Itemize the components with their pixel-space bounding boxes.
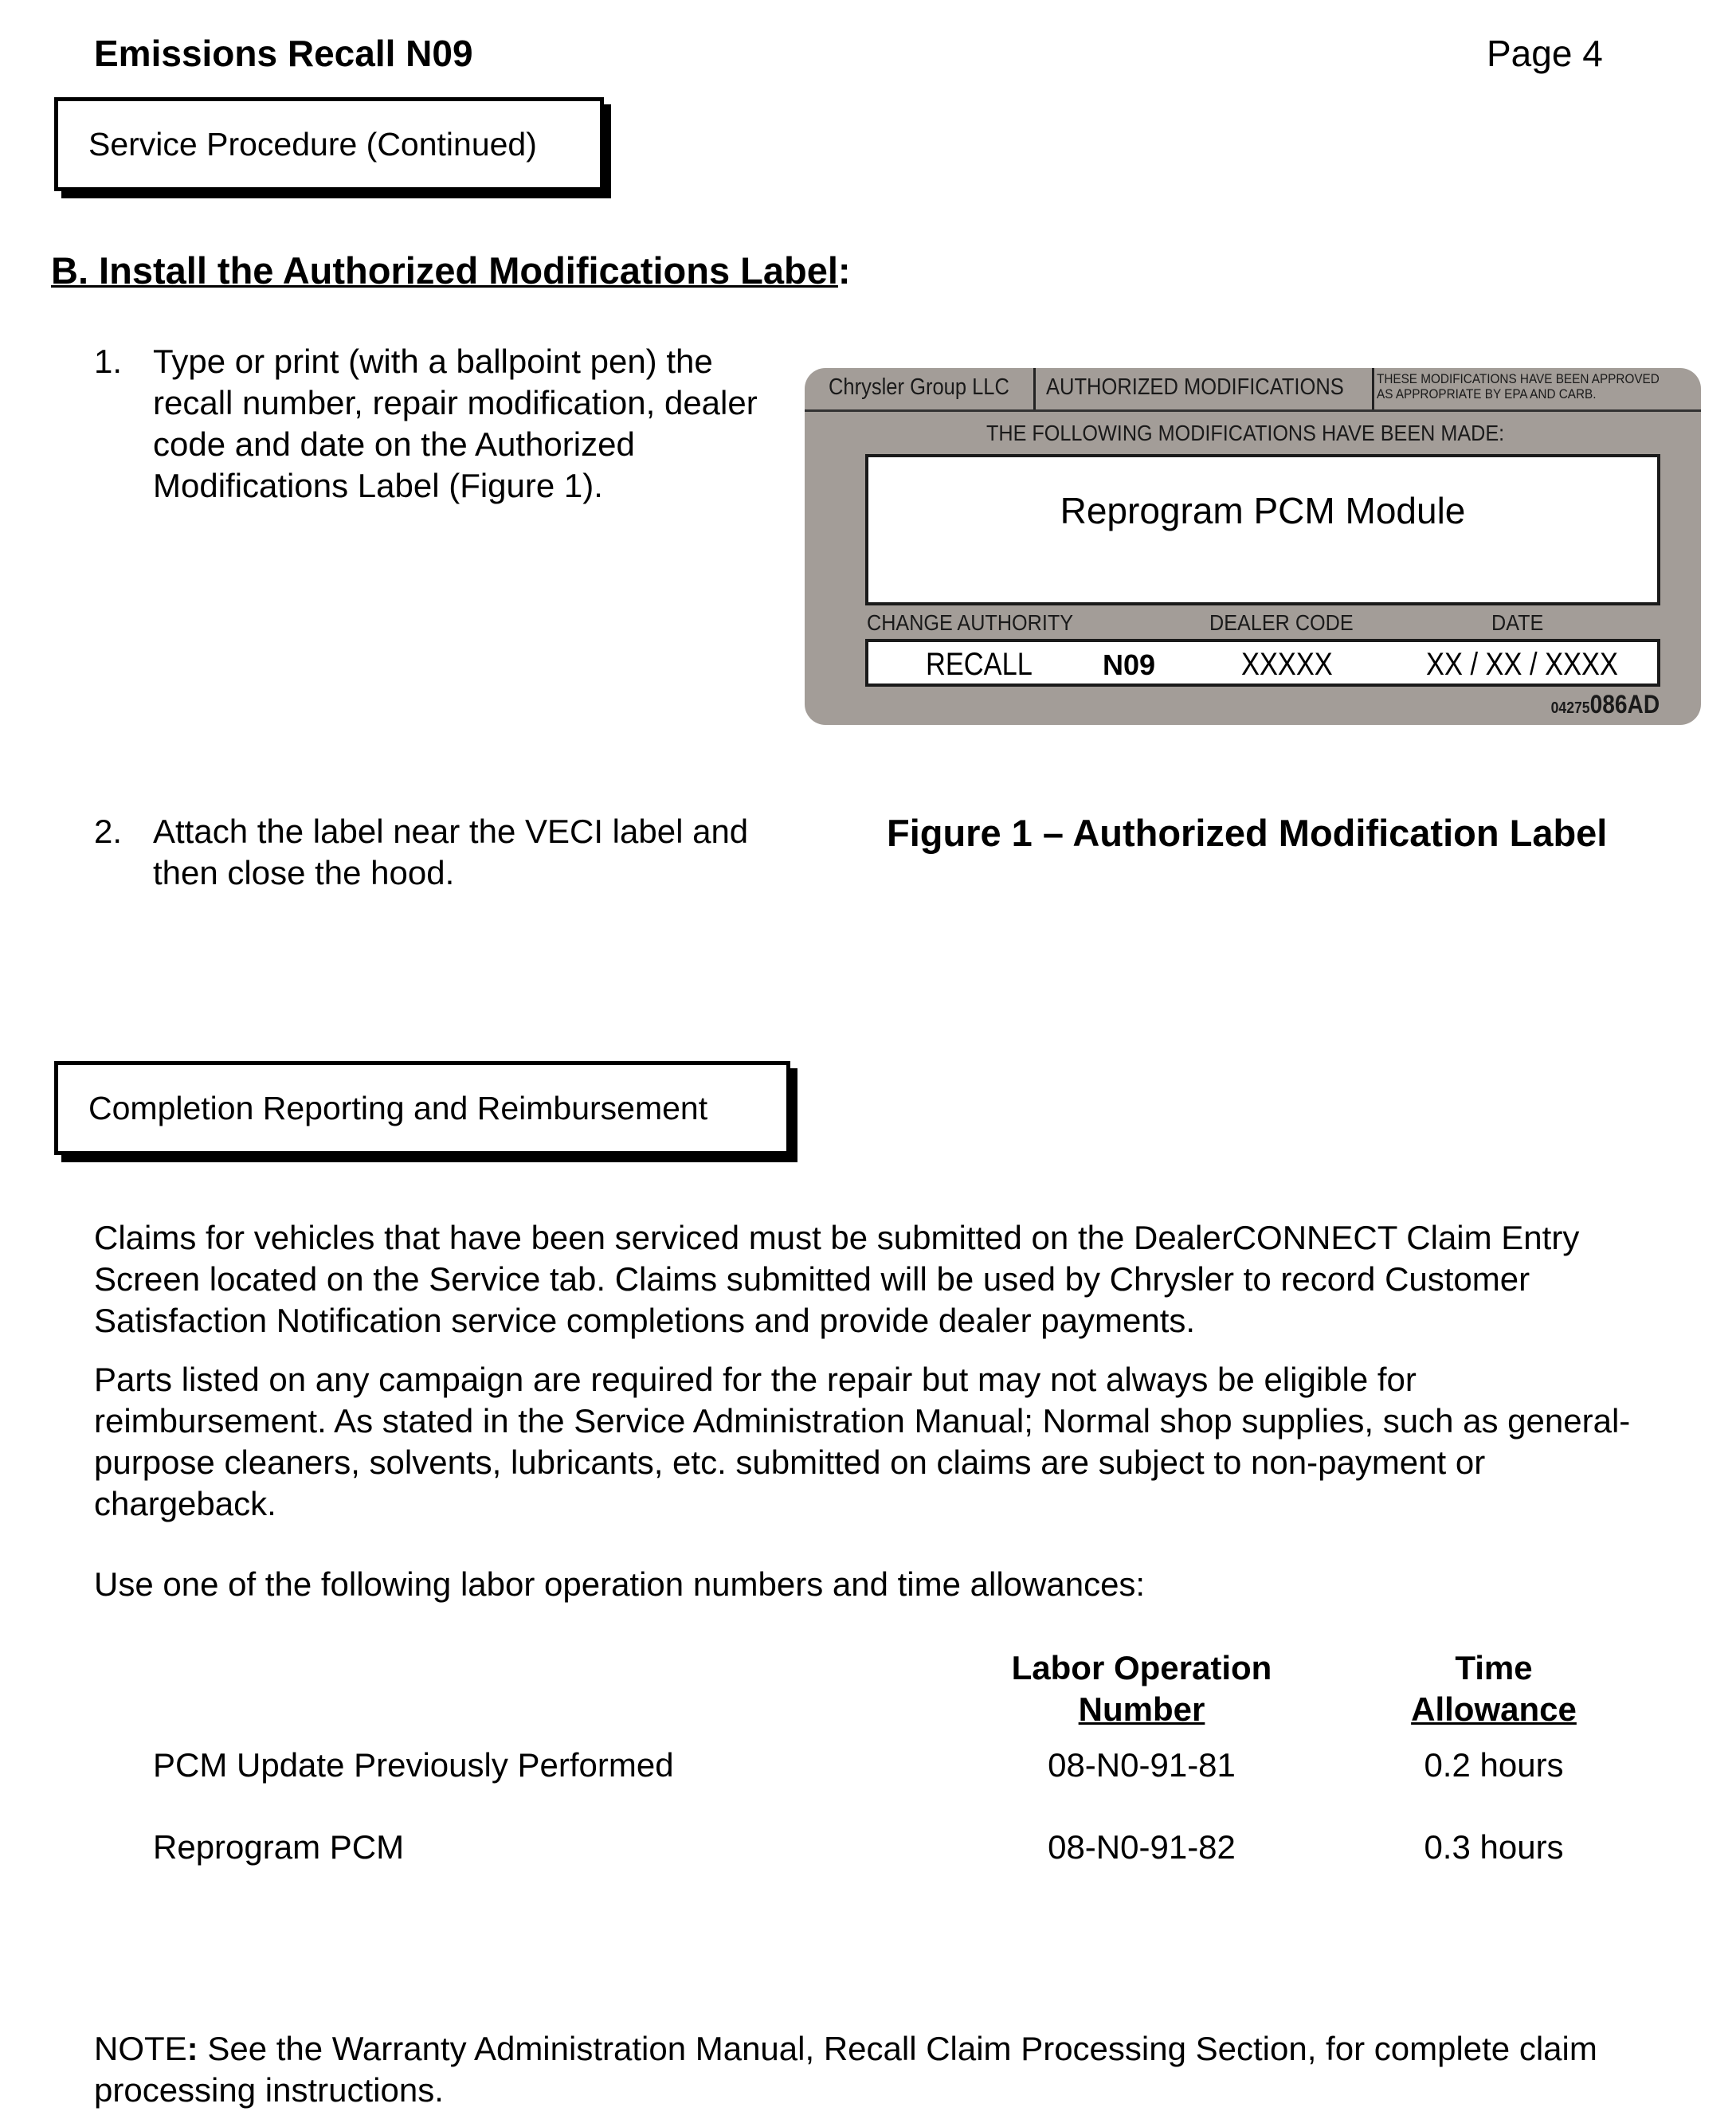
label-date: XX / XX / XXXX bbox=[1426, 647, 1618, 682]
completion-reporting-label: Completion Reporting and Reimbursement bbox=[88, 1089, 708, 1126]
label-modification-box bbox=[865, 454, 1660, 605]
service-procedure-label: Service Procedure (Continued) bbox=[88, 125, 537, 163]
label-dealer-code: XXXXX bbox=[1241, 647, 1333, 682]
label-modification-text: Reprogram PCM Module bbox=[1060, 490, 1466, 531]
section-b-heading-text: B. Install the Authorized Modifications Label bbox=[51, 249, 838, 292]
label-top-band bbox=[805, 368, 1701, 411]
label-recall-number: N09 bbox=[1103, 648, 1156, 681]
note-prefix: NOTE bbox=[94, 2030, 187, 2067]
label-approval-note: THESE MODIFICATIONS HAVE BEEN APPROVED AS APPROPRIATE BY EPA AND CARB. bbox=[1377, 371, 1660, 401]
label-title: AUTHORIZED MODIFICATIONS bbox=[1046, 374, 1344, 400]
step-1-text: Type or print (with a ballpoint pen) the recall number, repair modification, dealer code and date on the Authorized Modifications Label (Figure 1). bbox=[153, 343, 758, 504]
label-rule bbox=[805, 409, 1701, 412]
label-divider bbox=[1372, 368, 1374, 409]
header-labor-operation-number bbox=[982, 1647, 1301, 1730]
table-row-1-description: PCM Update Previously Performed bbox=[153, 1746, 674, 1784]
label-col-date: DATE bbox=[1491, 610, 1544, 635]
label-divider bbox=[1033, 368, 1036, 409]
completion-reporting-box bbox=[54, 1061, 790, 1155]
header-time-line1: Time bbox=[1455, 1649, 1533, 1686]
section-b-colon: : bbox=[837, 249, 851, 292]
paragraph-labor-intro: Use one of the following labor operation numbers and time allowances: bbox=[94, 1565, 1146, 1603]
step-2-text: Attach the label near the VECI label and then close the hood. bbox=[153, 813, 749, 891]
paragraph-claims: Claims for vehicles that have been serviced must be submitted on the DealerCONNECT Claim Entry Screen located on the Service tab. Claims submitted will be used by Chrysler to record Customer Satisfaction Notification service completions and provide dealer payments. bbox=[94, 1219, 1580, 1339]
header-time-line2: Allowance bbox=[1411, 1690, 1577, 1728]
table-row-1-operation: 08-N0-91-81 bbox=[1048, 1746, 1236, 1784]
note-text: See the Warranty Administration Manual, Recall Claim Processing Section, for complete claim processing instructions. bbox=[94, 2030, 1597, 2109]
step-2-number: 2. bbox=[94, 813, 123, 850]
figure-caption: Figure 1 – Authorized Modification Label bbox=[887, 812, 1608, 854]
label-company: Chrysler Group LLC bbox=[829, 374, 1009, 400]
table-row-2-time: 0.3 hours bbox=[1424, 1828, 1564, 1866]
table-row-2-operation: 08-N0-91-82 bbox=[1048, 1828, 1236, 1866]
header-time-allowance bbox=[1370, 1647, 1617, 1730]
label-recall: RECALL bbox=[926, 647, 1033, 682]
page-number: Page 4 bbox=[1487, 33, 1603, 74]
header-labor-operation-line2: Number bbox=[1078, 1690, 1205, 1728]
service-procedure-box bbox=[54, 97, 604, 191]
authorized-modifications-label bbox=[805, 368, 1701, 725]
label-col-dealer-code: DEALER CODE bbox=[1209, 610, 1354, 635]
table-row-2-description: Reprogram PCM bbox=[153, 1828, 405, 1866]
label-part-number bbox=[1550, 690, 1660, 719]
label-following-text: THE FOLLOWING MODIFICATIONS HAVE BEEN MADE: bbox=[986, 421, 1505, 445]
document-title: Emissions Recall N09 bbox=[94, 33, 473, 74]
label-col-change-authority: CHANGE AUTHORITY bbox=[867, 610, 1074, 635]
section-b-heading bbox=[51, 249, 851, 292]
paragraph-parts: Parts listed on any campaign are required for the repair but may not always be eligible for reimbursement. As stated in the Service Administration Manual; Normal shop supplies, such as general-purpose cleaners, solvents, lubricants, etc. submitted on claims are subject to non-payment or chargeback. bbox=[94, 1361, 1631, 1522]
label-part-prefix: 04275 bbox=[1550, 699, 1590, 717]
header-labor-operation-line1: Labor Operation bbox=[1011, 1649, 1272, 1686]
note-colon: : bbox=[186, 2030, 198, 2067]
step-1-number: 1. bbox=[94, 343, 123, 380]
label-part-suffix: 086AD bbox=[1589, 690, 1660, 719]
table-row-1-time: 0.2 hours bbox=[1424, 1746, 1564, 1784]
note-paragraph bbox=[94, 2028, 1656, 2111]
label-fields-box bbox=[865, 639, 1660, 687]
